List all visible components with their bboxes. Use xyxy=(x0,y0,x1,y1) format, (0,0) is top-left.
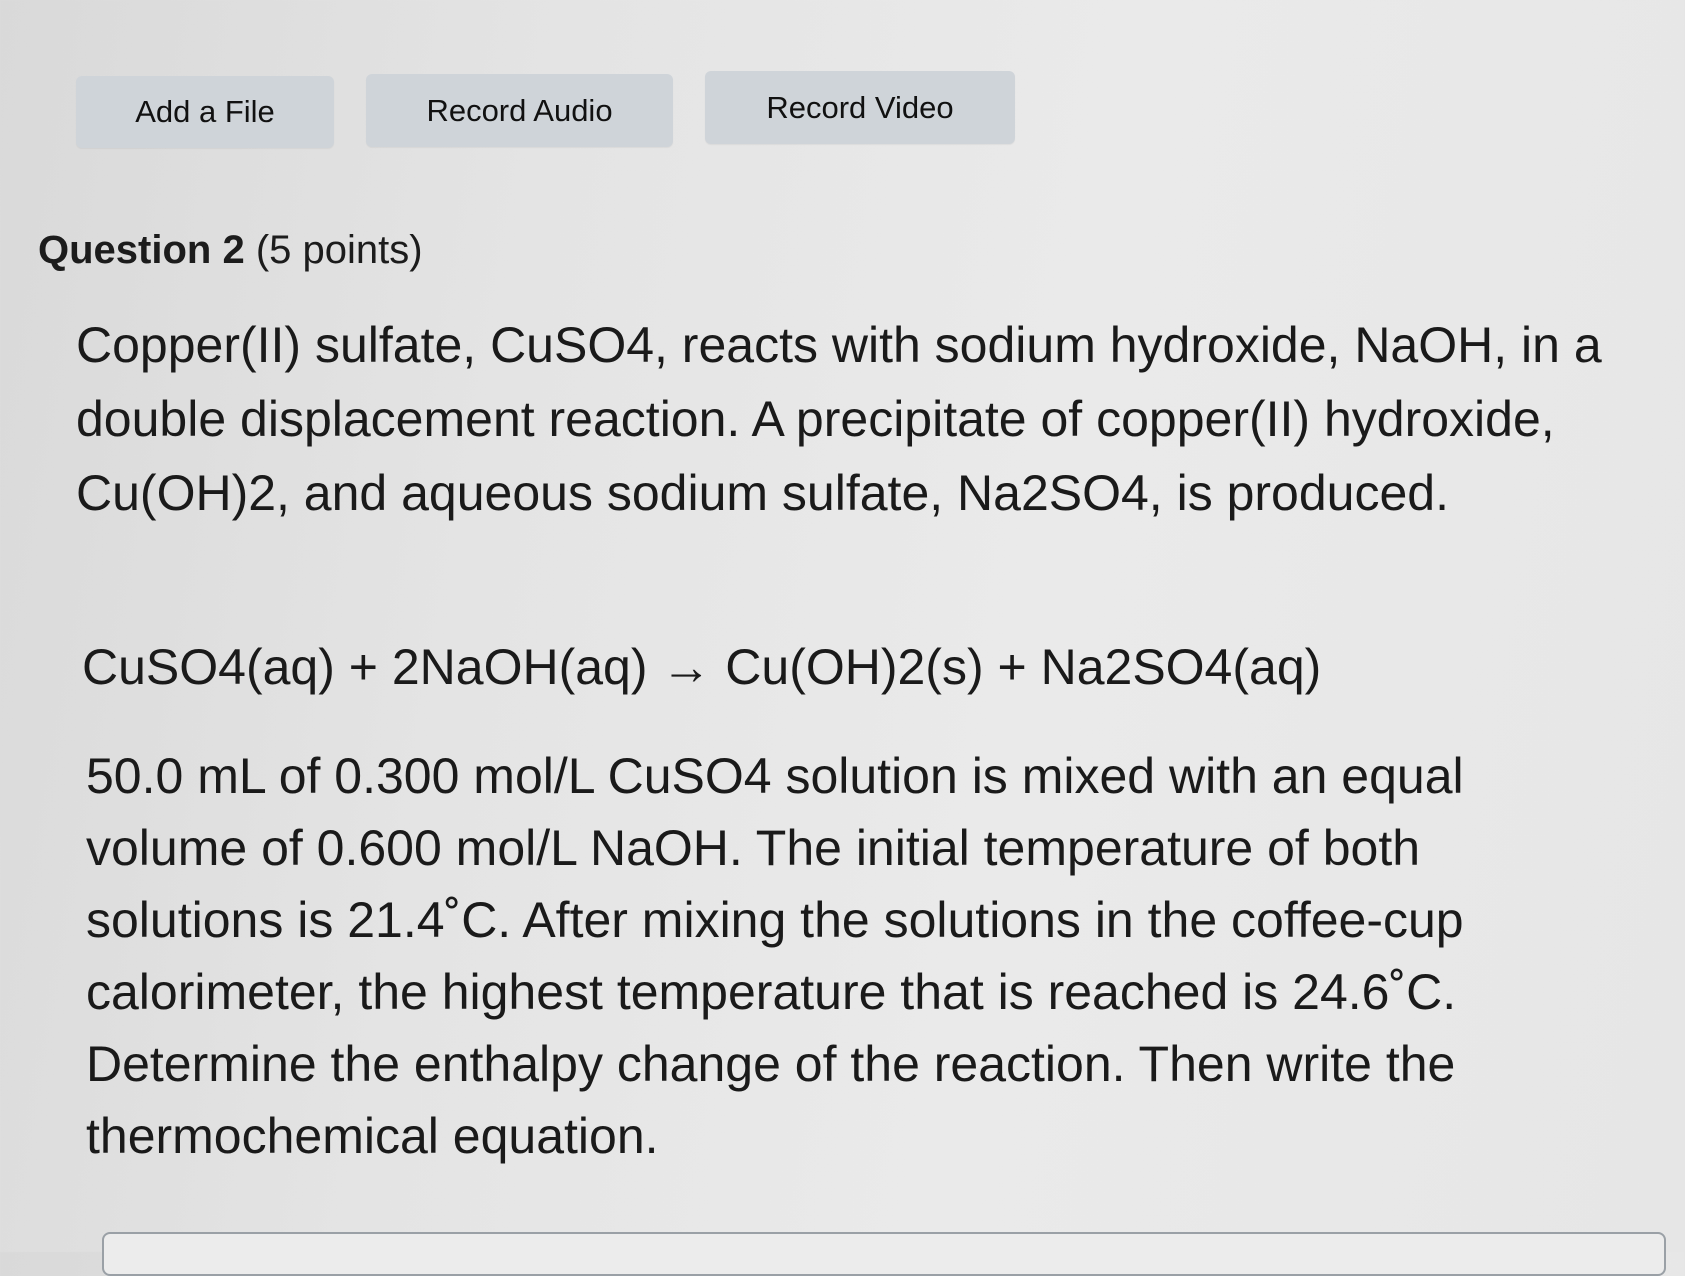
question-points: (5 points) xyxy=(255,228,423,272)
question-header xyxy=(38,228,423,273)
question-title: Question 2 xyxy=(38,228,245,272)
record-audio-button[interactable]: Record Audio xyxy=(366,74,673,147)
answer-input[interactable] xyxy=(102,1232,1666,1276)
question-text xyxy=(76,308,1606,530)
reaction-equation: CuSO4(aq) + 2NaOH(aq) → Cu(OH)2(s) + Na2SO4(aq) xyxy=(82,639,1322,695)
question-paragraph-2: 50.0 mL of 0.300 mol/L CuSO4 solution is mixed with an equal volume of 0.600 mol/L NaOH. The initial temperature of both solutions is 21.4˚C. After mixing the solutions in the coffee-cup calorimeter, the highest temperature that is reached is 24.6˚C. Determine the enthalpy change of the reaction. Then write the thermochemical equation. xyxy=(86,748,1464,1164)
media-toolbar xyxy=(0,0,1685,160)
question-paragraph-1: Copper(II) sulfate, CuSO4, reacts with sodium hydroxide, NaOH, in a double displacement reaction. A precipitate of copper(II) hydroxide, Cu(OH)2, and aqueous sodium sulfate, Na2SO4, is produced. xyxy=(76,317,1602,521)
add-file-button[interactable]: Add a File xyxy=(76,76,334,148)
record-video-button[interactable]: Record Video xyxy=(705,71,1015,144)
